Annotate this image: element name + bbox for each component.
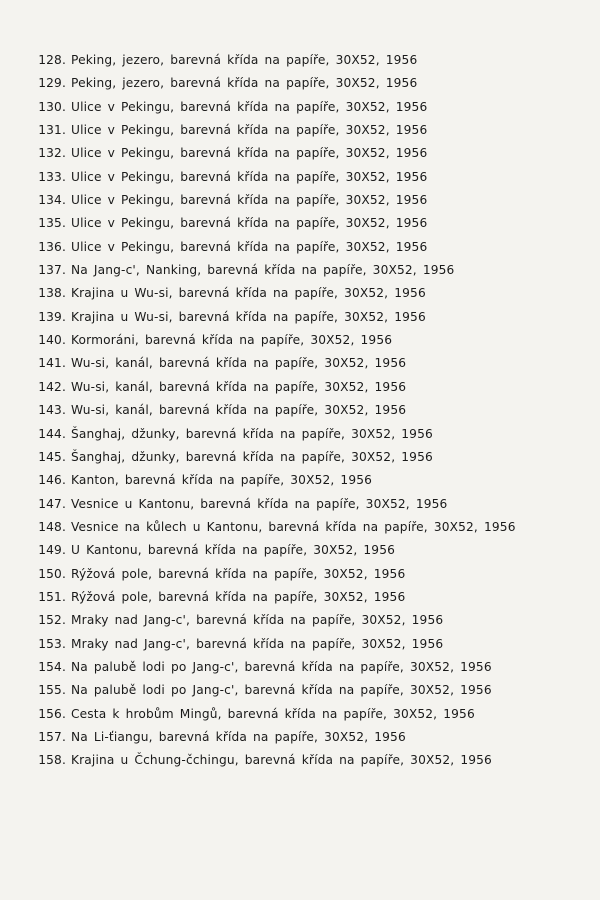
catalog-entry: [28, 261, 588, 284]
catalog-entry: [28, 518, 588, 541]
entry-number: 135.: [38, 216, 66, 231]
entry-text: Na palubě lodi po Jang-c', barevná křída na papíře, 30X52, 1956: [71, 683, 492, 698]
entry-number: 151.: [38, 589, 66, 604]
entry-text: Ulice v Pekingu, barevná křída na papíře, 30X52, 1956: [71, 193, 428, 208]
catalog-entry: [28, 284, 588, 307]
catalog-entry: [28, 401, 588, 424]
catalog-entry: [28, 588, 588, 611]
entry-text: Kormoráni, barevná křída na papíře, 30X52, 1956: [71, 333, 393, 348]
entry-number: 133.: [38, 169, 66, 184]
catalog-entry: [28, 238, 588, 261]
entry-number: 156.: [38, 706, 66, 721]
catalog-entry: [28, 495, 588, 518]
entry-number: 130.: [38, 99, 66, 114]
entry-number: 148.: [38, 519, 66, 534]
entry-text: Rýžová pole, barevná křída na papíře, 30X52, 1956: [71, 566, 406, 581]
entry-number: 142.: [38, 379, 66, 394]
catalog-entry: [28, 541, 588, 564]
entry-text: Šanghaj, džunky, barevná křída na papíře, 30X52, 1956: [71, 449, 433, 464]
entry-number: 152.: [38, 613, 66, 628]
catalog-entry: [28, 635, 588, 658]
catalog-entry: [28, 308, 588, 331]
entry-text: Peking, jezero, barevná křída na papíře, 30X52, 1956: [71, 76, 418, 91]
entry-text: Ulice v Pekingu, barevná křída na papíře, 30X52, 1956: [71, 123, 428, 138]
entry-text: Wu-si, kanál, barevná křída na papíře, 30X52, 1956: [71, 403, 407, 418]
entry-number: 129.: [38, 76, 66, 91]
catalog-entry: [28, 448, 588, 471]
catalog-entry: [28, 214, 588, 237]
catalog-entry: [28, 168, 588, 191]
entry-text: Mraky nad Jang-c', barevná křída na papíře, 30X52, 1956: [71, 613, 444, 628]
entry-text: Ulice v Pekingu, barevná křída na papíře, 30X52, 1956: [71, 99, 428, 114]
artwork-catalog-list: [28, 51, 588, 775]
entry-number: 140.: [38, 333, 66, 348]
entry-number: 134.: [38, 193, 66, 208]
entry-text: Na palubě lodi po Jang-c', barevná křída na papíře, 30X52, 1956: [71, 659, 492, 674]
entry-number: 149.: [38, 543, 66, 558]
entry-number: 153.: [38, 636, 66, 651]
entry-text: Wu-si, kanál, barevná křída na papíře, 30X52, 1956: [71, 379, 407, 394]
entry-text: Ulice v Pekingu, barevná křída na papíře, 30X52, 1956: [71, 216, 428, 231]
entry-text: Krajina u Wu-si, barevná křída na papíře, 30X52, 1956: [71, 286, 426, 301]
entry-text: Na Li-ťiangu, barevná křída na papíře, 30X52, 1956: [71, 729, 406, 744]
catalog-entry: [28, 565, 588, 588]
entry-text: Mraky nad Jang-c', barevná křída na papíře, 30X52, 1956: [71, 636, 444, 651]
entry-number: 147.: [38, 496, 66, 511]
catalog-entry: [28, 354, 588, 377]
catalog-entry: [28, 681, 588, 704]
entry-text: Ulice v Pekingu, barevná křída na papíře, 30X52, 1956: [71, 239, 428, 254]
entry-text: Krajina u Wu-si, barevná křída na papíře, 30X52, 1956: [71, 309, 426, 324]
entry-text: Krajina u Čchung-čchingu, barevná křída na papíře, 30X52, 1956: [71, 753, 492, 768]
entry-text: Ulice v Pekingu, barevná křída na papíře, 30X52, 1956: [71, 146, 428, 161]
entry-text: Vesnice u Kantonu, barevná křída na papíře, 30X52, 1956: [71, 496, 448, 511]
entry-number: 150.: [38, 566, 66, 581]
entry-text: Šanghaj, džunky, barevná křída na papíře, 30X52, 1956: [71, 426, 433, 441]
entry-text: Na Jang-c', Nanking, barevná křída na papíře, 30X52, 1956: [71, 263, 455, 278]
entry-text: Peking, jezero, barevná křída na papíře, 30X52, 1956: [71, 53, 418, 67]
entry-number: 132.: [38, 146, 66, 161]
catalog-entry: [28, 98, 588, 121]
entry-number: 154.: [38, 659, 66, 674]
catalog-entry: [28, 705, 588, 728]
entry-number: 158.: [38, 753, 66, 768]
entry-number: 128.: [38, 53, 66, 67]
catalog-entry: [28, 728, 588, 751]
entry-text: Vesnice na kůlech u Kantonu, barevná křída na papíře, 30X52, 1956: [71, 519, 516, 534]
entry-number: 145.: [38, 449, 66, 464]
catalog-entry: [28, 331, 588, 354]
entry-text: Cesta k hrobům Mingů, barevná křída na papíře, 30X52, 1956: [71, 706, 475, 721]
catalog-entry: [28, 378, 588, 401]
catalog-entry: [28, 51, 588, 74]
entry-number: 139.: [38, 309, 66, 324]
entry-number: 157.: [38, 729, 66, 744]
entry-number: 155.: [38, 683, 66, 698]
entry-number: 141.: [38, 356, 66, 371]
entry-text: Wu-si, kanál, barevná křída na papíře, 30X52, 1956: [71, 356, 407, 371]
entry-text: U Kantonu, barevná křída na papíře, 30X52, 1956: [71, 543, 396, 558]
entry-number: 144.: [38, 426, 66, 441]
catalog-entry: [28, 425, 588, 448]
entry-number: 137.: [38, 263, 66, 278]
catalog-entry: [28, 751, 588, 774]
entry-text: Ulice v Pekingu, barevná křída na papíře, 30X52, 1956: [71, 169, 428, 184]
entry-text: Rýžová pole, barevná křída na papíře, 30X52, 1956: [71, 589, 406, 604]
catalog-entry: [28, 144, 588, 167]
catalog-entry: [28, 191, 588, 214]
entry-number: 143.: [38, 403, 66, 418]
catalog-entry: [28, 121, 588, 144]
entry-text: Kanton, barevná křída na papíře, 30X52, 1956: [71, 473, 373, 488]
entry-number: 138.: [38, 286, 66, 301]
entry-number: 136.: [38, 239, 66, 254]
entry-number: 146.: [38, 473, 66, 488]
entry-number: 131.: [38, 123, 66, 138]
catalog-entry: [28, 471, 588, 494]
catalog-entry: [28, 611, 588, 634]
catalog-entry: [28, 74, 588, 97]
catalog-entry: [28, 658, 588, 681]
